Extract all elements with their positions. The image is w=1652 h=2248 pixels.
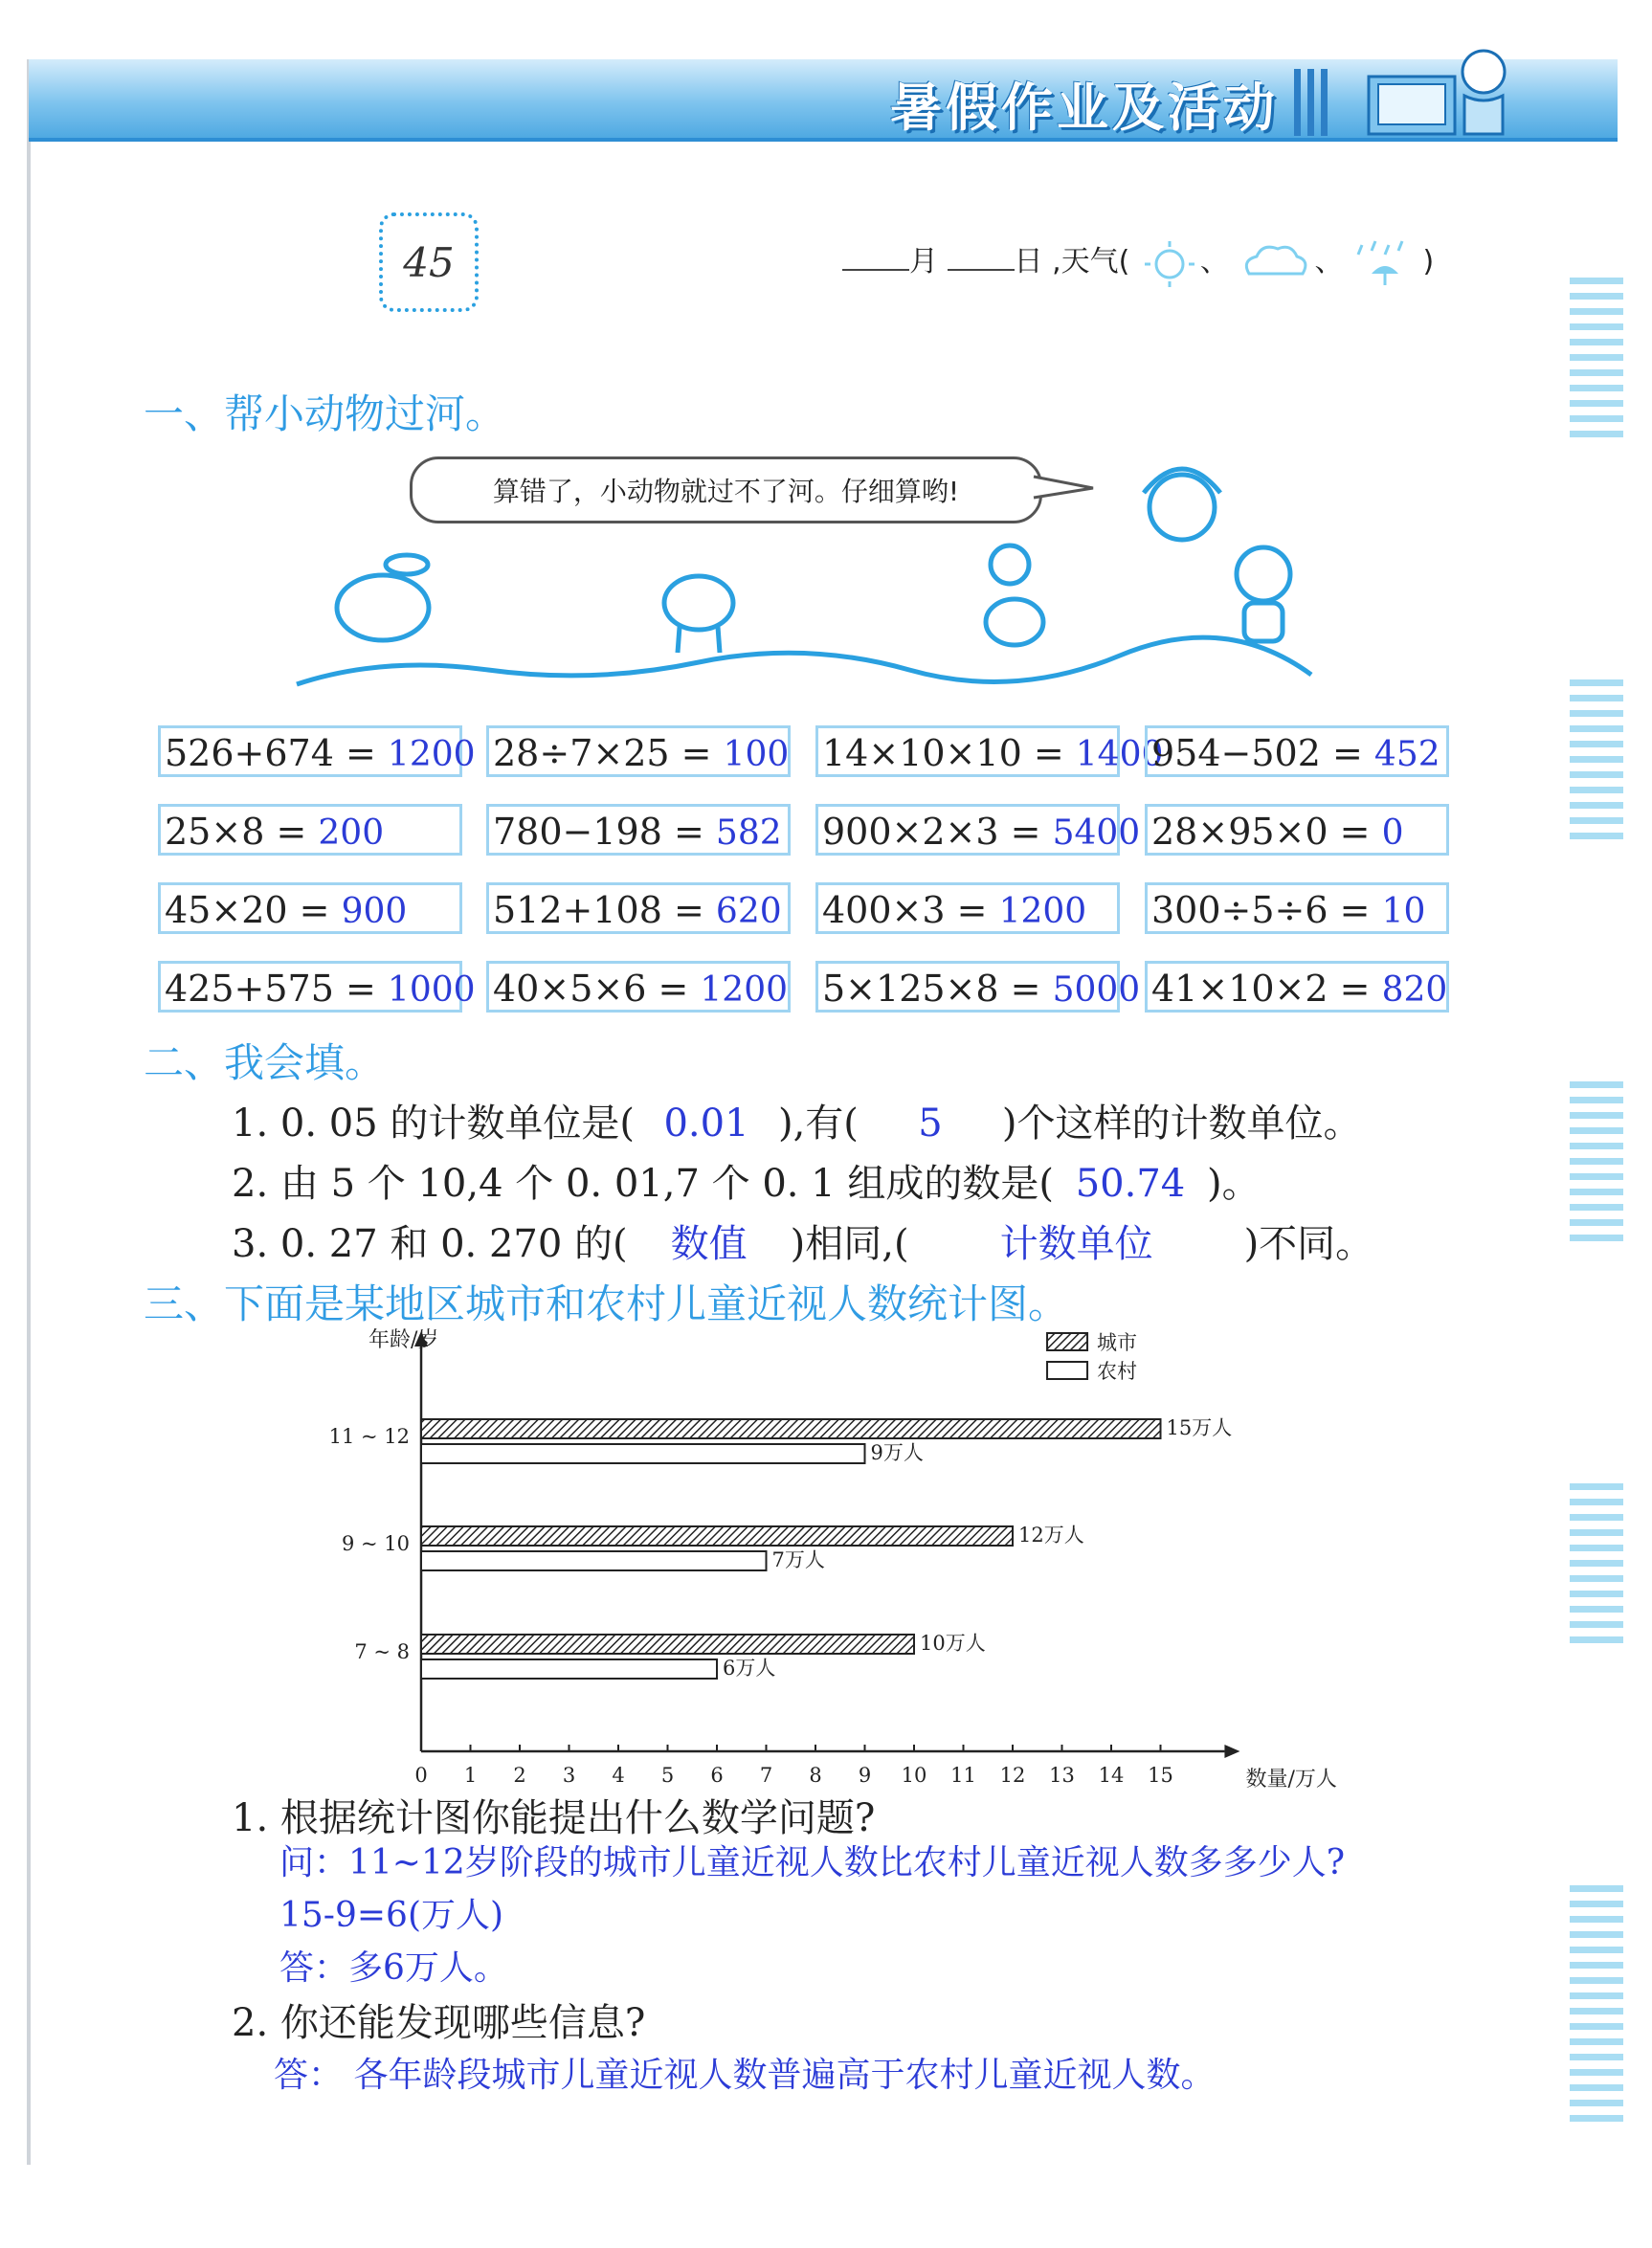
fill-question-3: 3. 0. 27 和 0. 270 的( 数值 )相同,( 计数单位 )不同。 xyxy=(232,1213,1373,1268)
equation-answer[interactable]: 100 xyxy=(723,735,790,774)
equation-expression: 400×3 = xyxy=(822,889,988,931)
legend-swatch-rural xyxy=(1047,1362,1087,1379)
equation-cell xyxy=(1145,961,1449,1013)
sun-icon[interactable] xyxy=(1139,239,1200,287)
x-tick-label: 9 xyxy=(858,1764,872,1787)
bar-rural xyxy=(421,1444,865,1463)
answer-blank[interactable]: 0.01 xyxy=(663,1102,749,1146)
legend-label-rural: 农村 xyxy=(1097,1360,1138,1383)
chart-question-1-calc: 15-9=6(万人) xyxy=(279,1896,504,1935)
x-tick-label: 15 xyxy=(1148,1764,1173,1787)
weather-separator: 、 xyxy=(1199,245,1229,278)
category-label: 7 ~ 8 xyxy=(354,1640,410,1663)
equation-answer[interactable]: 1200 xyxy=(998,892,1087,931)
equation-expression: 900×2×3 = xyxy=(822,811,1041,853)
edge-ticks xyxy=(1570,278,1623,446)
weather-separator: 、 xyxy=(1314,245,1344,278)
equation-cell xyxy=(486,961,791,1013)
x-tick-label: 12 xyxy=(999,1764,1026,1787)
x-tick-label: 14 xyxy=(1098,1764,1125,1787)
myopia-bar-chart xyxy=(306,1325,1337,1792)
x-axis-arrow xyxy=(1224,1745,1239,1758)
x-tick-label: 3 xyxy=(562,1764,576,1787)
equation-cell xyxy=(158,882,462,934)
edge-ticks xyxy=(1570,1483,1623,1652)
month-label: 月 xyxy=(909,245,938,278)
equation-cell xyxy=(815,961,1141,1013)
x-tick-label: 0 xyxy=(414,1764,428,1787)
chart-question-1-answer: 答：多6万人。 xyxy=(279,1948,508,1988)
section2-title: 二、我会填。 xyxy=(144,1039,386,1086)
boy-icon xyxy=(1150,475,1215,540)
header-divider-bar xyxy=(1294,69,1301,136)
equation-expression: 425+575 = xyxy=(165,968,376,1010)
equation-answer[interactable]: 1200 xyxy=(387,735,476,774)
equation-expression: 526+674 = xyxy=(165,732,376,774)
header-divider-bar xyxy=(1307,69,1314,136)
x-tick-label: 4 xyxy=(612,1764,625,1787)
equation-answer[interactable]: 900 xyxy=(341,892,408,931)
chart-question-1-text: 问：11~12岁阶段的城市儿童近视人数比农村儿童近视人数多多少人? xyxy=(279,1843,1346,1882)
month-blank[interactable] xyxy=(842,269,909,271)
bar-rural xyxy=(421,1659,717,1679)
x-tick-label: 11 xyxy=(950,1764,976,1787)
bar-data-label: 10万人 xyxy=(920,1632,986,1655)
equation-expression: 5×125×8 = xyxy=(822,968,1041,1010)
chart-question-1: 1. 根据统计图你能提出什么数学问题? xyxy=(232,1796,876,1840)
equation-answer[interactable]: 5400 xyxy=(1052,813,1141,853)
equation-expression: 25×8 = xyxy=(165,811,307,853)
equation-expression: 300÷5÷6 = xyxy=(1151,889,1371,931)
computer-kid-illustration xyxy=(1350,38,1531,144)
x-tick-label: 5 xyxy=(660,1764,675,1787)
section1-title: 一、帮小动物过河。 xyxy=(144,390,506,437)
equation-expression: 512+108 = xyxy=(493,889,704,931)
chart-question-2: 2. 你还能发现哪些信息? xyxy=(232,2001,646,2045)
duck-icon xyxy=(991,545,1029,584)
weather-label: ,天气( xyxy=(1052,245,1130,278)
day-blank[interactable] xyxy=(948,269,1015,271)
equation-cell xyxy=(158,725,476,777)
equation-expression: 954−502 = xyxy=(1151,732,1363,774)
x-tick-label: 1 xyxy=(463,1764,478,1787)
equation-answer[interactable]: 200 xyxy=(318,813,385,853)
equation-answer[interactable]: 1200 xyxy=(700,970,789,1010)
cloud-icon[interactable] xyxy=(1238,239,1314,287)
equation-cell xyxy=(486,725,791,777)
equation-expression: 28÷7×25 = xyxy=(493,732,712,774)
answer-blank[interactable]: 数值 xyxy=(670,1222,748,1266)
equation-cell xyxy=(486,804,791,856)
category-label: 9 ~ 10 xyxy=(341,1532,410,1555)
lamb-icon xyxy=(1237,547,1290,601)
bar-city xyxy=(421,1526,1013,1546)
x-tick-label: 7 xyxy=(759,1764,773,1787)
edge-ticks xyxy=(1570,1885,1623,2130)
bar-data-label: 15万人 xyxy=(1166,1416,1233,1439)
weather-close-paren: ) xyxy=(1422,245,1435,278)
y-axis-label: 年龄/岁 xyxy=(368,1328,439,1352)
rain-icon[interactable] xyxy=(1352,239,1414,287)
bar-data-label: 6万人 xyxy=(723,1657,776,1680)
day-label: 日 xyxy=(1014,245,1043,278)
x-tick-label: 6 xyxy=(710,1764,724,1787)
section3-title: 三、下面是某地区城市和农村儿童近视人数统计图。 xyxy=(144,1280,1069,1327)
equation-answer[interactable]: 820 xyxy=(1381,970,1448,1010)
dog-icon xyxy=(664,576,733,630)
date-weather-line xyxy=(842,237,1434,287)
equation-cell xyxy=(815,804,1141,856)
fill-question-2: 2. 由 5 个 10,4 个 0. 01,7 个 0. 1 组成的数是( 50.74 )。 xyxy=(232,1162,1261,1206)
equation-answer[interactable]: 1000 xyxy=(387,970,476,1010)
equation-expression: 40×5×6 = xyxy=(493,968,689,1010)
edge-ticks xyxy=(1570,679,1623,848)
equation-expression: 28×95×0 = xyxy=(1151,811,1371,853)
equation-cell xyxy=(1145,804,1449,856)
answer-blank[interactable]: 5 xyxy=(918,1102,943,1146)
equation-answer[interactable]: 5000 xyxy=(1052,970,1141,1010)
chart-question-2-answer: 答： 各年龄段城市儿童近视人数普遍高于农村儿童近视人数。 xyxy=(274,2056,1216,2095)
speech-bubble: 算错了，小动物就过不了河。仔细算哟! xyxy=(410,456,1042,523)
equation-cell xyxy=(158,961,476,1013)
equation-expression: 14×10×10 = xyxy=(822,732,1064,774)
edge-ticks xyxy=(1570,1081,1623,1250)
rabbit-icon xyxy=(337,575,429,640)
x-axis-label: 数量/万人 xyxy=(1245,1768,1337,1792)
answer-blank[interactable]: 计数单位 xyxy=(999,1222,1153,1266)
equation-expression: 45×20 = xyxy=(165,889,330,931)
legend-label-city: 城市 xyxy=(1097,1331,1138,1354)
x-tick-label: 8 xyxy=(809,1764,822,1787)
bar-city xyxy=(421,1635,914,1654)
bar-rural xyxy=(421,1551,767,1570)
equation-answer[interactable]: 620 xyxy=(715,892,782,931)
header-divider-bar xyxy=(1321,69,1328,136)
page-left-margin xyxy=(27,59,31,2165)
river-line xyxy=(297,637,1311,684)
x-tick-label: 2 xyxy=(513,1764,526,1787)
fill-question-1: 1. 0. 05 的计数单位是( 0.01 ),有( 5 )个这样的计数单位。 xyxy=(232,1102,1362,1146)
bar-data-label: 9万人 xyxy=(870,1441,924,1464)
answer-blank[interactable]: 50.74 xyxy=(1075,1162,1186,1206)
equation-cell xyxy=(1145,725,1449,777)
equation-answer[interactable]: 10 xyxy=(1381,892,1426,931)
river-animals-illustration xyxy=(297,440,1311,689)
equation-cell xyxy=(486,882,791,934)
legend-swatch-city xyxy=(1047,1333,1087,1350)
equation-cell xyxy=(815,882,1120,934)
equation-cell xyxy=(815,725,1164,777)
equation-cell xyxy=(1145,882,1449,934)
equation-expression: 41×10×2 = xyxy=(1151,968,1371,1010)
day-number-badge: 45 xyxy=(379,212,479,312)
bar-data-label: 12万人 xyxy=(1018,1524,1084,1547)
x-tick-label: 10 xyxy=(901,1764,927,1787)
bar-city xyxy=(421,1419,1161,1438)
x-tick-label: 13 xyxy=(1049,1764,1075,1787)
equation-cell xyxy=(158,804,462,856)
equation-answer[interactable]: 582 xyxy=(715,813,782,853)
equation-answer[interactable]: 0 xyxy=(1381,813,1404,853)
equation-expression: 780−198 = xyxy=(493,811,704,853)
header-title: 暑假作业及活动 xyxy=(890,78,1279,138)
bar-data-label: 7万人 xyxy=(771,1548,825,1571)
category-label: 11 ~ 12 xyxy=(328,1425,410,1448)
equation-answer[interactable]: 452 xyxy=(1373,735,1440,774)
equation-answer[interactable]: 1400 xyxy=(1075,735,1164,774)
